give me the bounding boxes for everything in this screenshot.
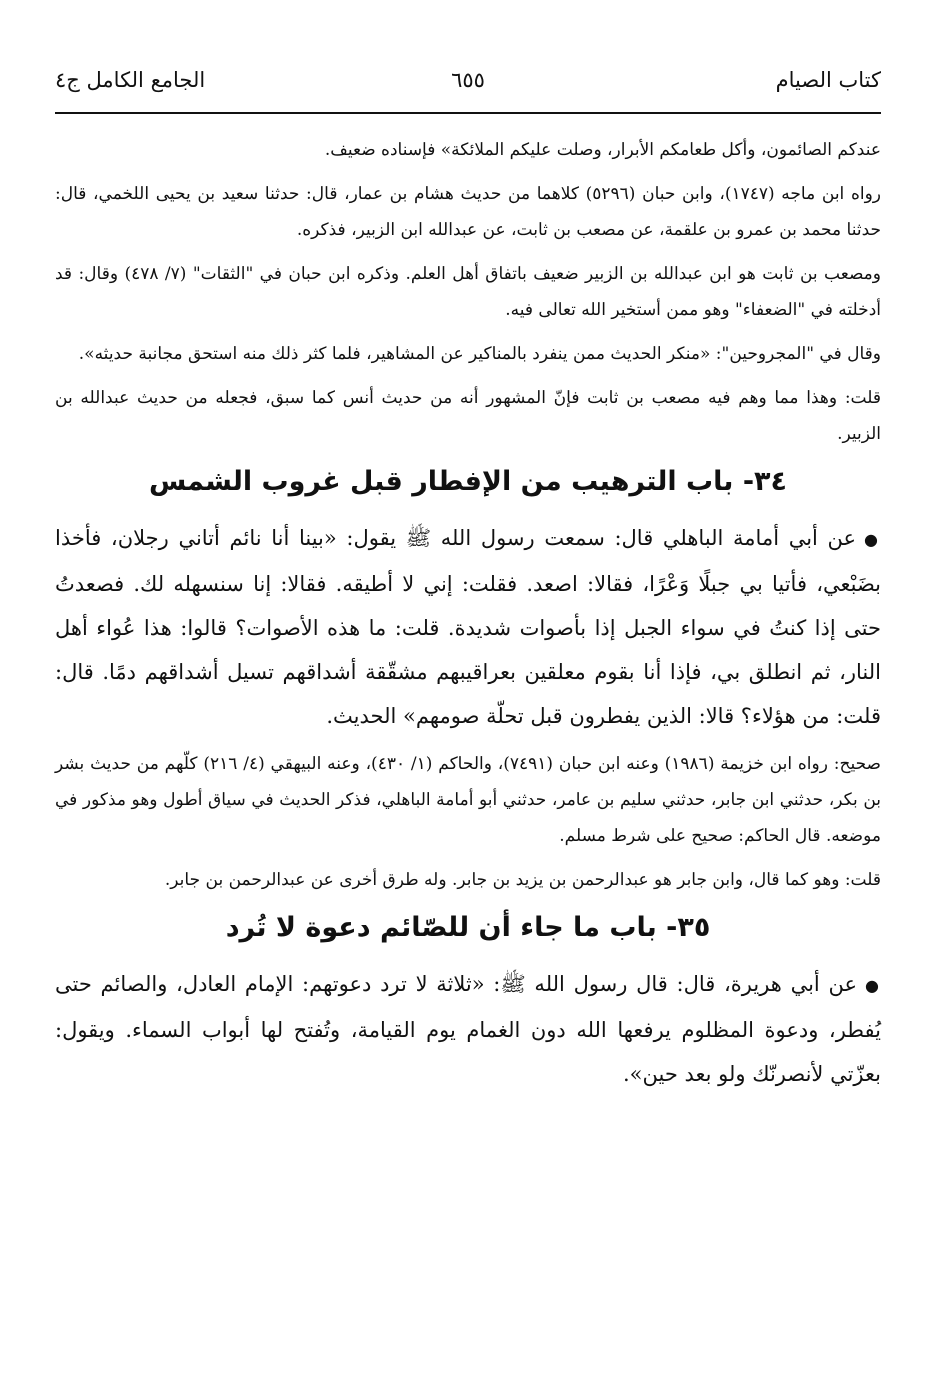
chapter-heading-34: ٣٤- باب الترهيب من الإفطار قبل غروب الشمس [148,466,788,497]
paragraph: رواه ابن ماجه (١٧٤٧)، وابن حبان (٥٢٩٦) كلاهما من حديث هشام بن عمار، قال: حدثنا سعيد بن يحيى اللخمي، قال: حدثنا محمد بن عمرو بن علقمة، عن مصعب بن ثابت، عن عبدالله ابن الزبير، فذكره. [55,184,882,240]
book-section-title: كتاب الصيام [775,68,881,92]
book-page [55,60,881,1104]
header-rule [55,112,881,114]
bullet-icon: ● [865,976,881,995]
paragraph: عندكم الصائمون، وأكل طعامكم الأبرار، وصلت عليكم الملائكة» فإسناده ضعيف. [324,140,881,160]
book-title-volume: الجامع الكامل ج٤ [55,68,206,92]
hadith-body: عن أبي هريرة، قال: قال رسول الله ﷺ: «ثلاثة لا ترد دعوتهم: الإمام العادل، والصائم حتى يُفطر، ودعوة المظلوم يرفعها الله دون الغمام يوم القيامة، وتُفتح لها أبواب السماء. ويقول: بعزّتي لأنصرنّك ولو بعد حين». [55,972,881,1086]
hadith-text [55,962,881,1096]
hadith-block-34 [55,516,881,738]
page-number: ٦٥٥ [451,68,485,92]
page-header [55,60,881,112]
paragraph: وقال في "المجروحين": «منكر الحديث ممن ينفرد بالمناكير عن المشاهير، فلما كثر ذلك منه استحق مجانبة حديثه». [78,344,881,364]
continuation-notes [55,132,881,452]
bullet-icon: ● [864,530,881,549]
paragraph: قلت: وهو كما قال، وابن جابر هو عبدالرحمن بن يزيد بن جابر. وله طرق أخرى عن عبدالرحمن بن جابر. [164,870,881,890]
hadith-block-35 [55,962,881,1096]
paragraph: قلت: وهذا مما وهم فيه مصعب بن ثابت فإنّ المشهور أنه من حديث أنس كما سبق، فجعله من حديث عبدالله بن الزبير. [55,388,881,444]
paragraph: ومصعب بن ثابت هو ابن عبدالله بن الزبير ضعيف باتفاق أهل العلم. وذكره ابن حبان في "الثقات" (٧/ ٤٧٨) وقال: قد أدخلته في "الضعفاء" وهو ممن أستخير الله تعالى فيه. [55,264,882,320]
hadith-text [55,516,881,738]
takhrij-notes-34 [55,746,881,898]
paragraph: صحيح: رواه ابن خزيمة (١٩٨٦) وعنه ابن حبان (٧٤٩١)، والحاكم (١/ ٤٣٠)، وعنه البيهقي (٤/ ٢١٦) كلّهم من حديث بشر بن بكر، حدثني ابن جابر، حدثني سليم بن عامر، حدثني أبو أمامة الباهلي، فذكر الحديث في سياق أطول وهو مذكور في موضعه. قال الحاكم: صحيح على شرط مسلم. [55,754,881,846]
hadith-body: عن أبي أمامة الباهلي قال: سمعت رسول الله ﷺ يقول: «بينا أنا نائم أتاني رجلان، فأخذا بضَبْعي، فأتيا بي جبلًا وَعْرًا، فقالا: اصعد. فقلت: إني لا أطيقه. فقالا: إنا سنسهله لك. فصعدتُ حتى إذا كنتُ في سواء الجبل إذا بأصوات شديدة. قلت: ما هذه الأصوات؟ قالوا: هذا عُواء أهل النار، ثم انطلق بي، فإذا أنا بقوم معلقين بعراقيبهم مشقّقة أشداقهم تسيل أشداقهم دمًا. قال: قلت: من هؤلاء؟ قالا: الذين يفطرون قبل تحلّة صومهم» الحديث. [55,526,881,728]
chapter-heading-35: ٣٥- باب ما جاء أن للصّائم دعوة لا تُرد [225,912,711,943]
